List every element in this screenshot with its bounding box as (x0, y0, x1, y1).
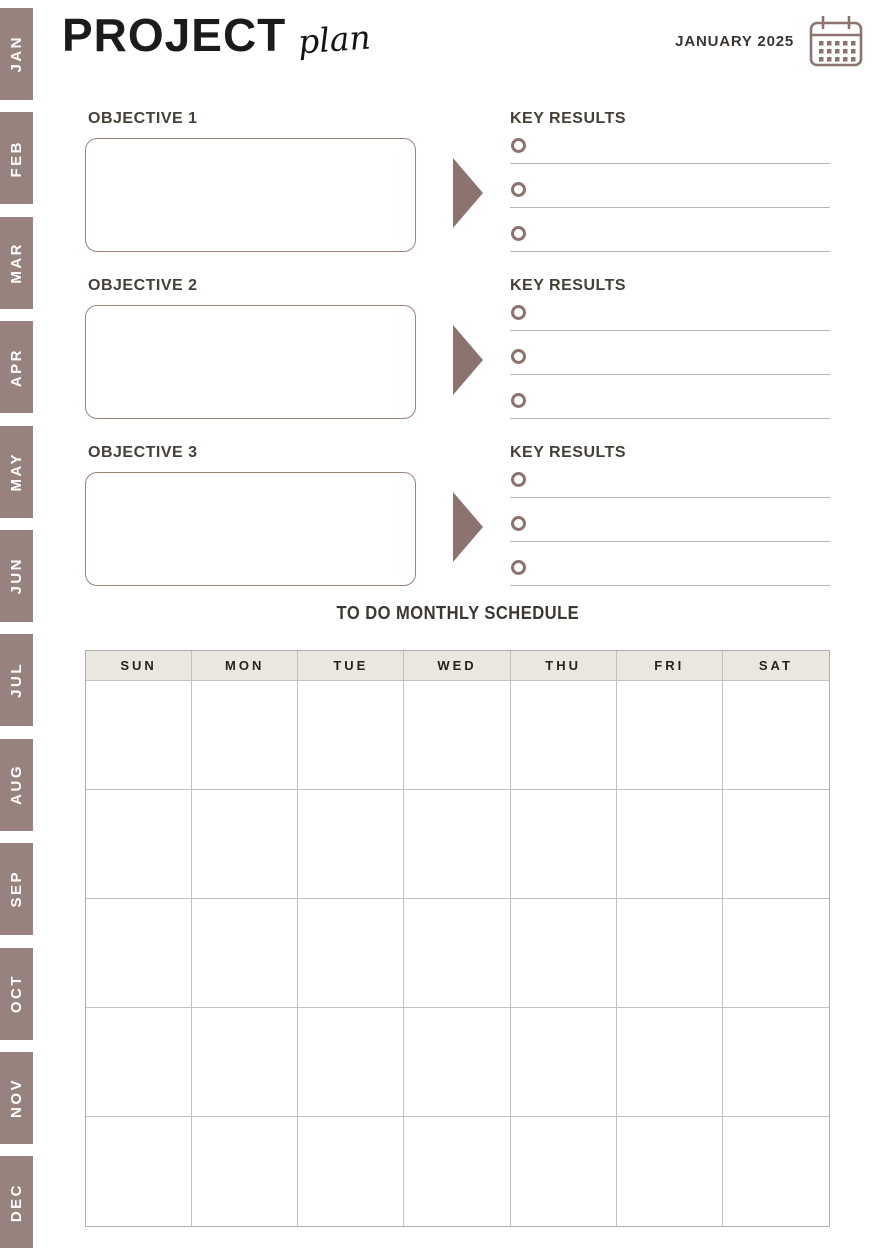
month-tab-jul[interactable] (0, 634, 33, 726)
key-result-input[interactable] (510, 516, 830, 542)
schedule-cell[interactable] (723, 1008, 829, 1116)
date-label: JANUARY 2025 (675, 32, 794, 50)
calendar-icon (808, 14, 864, 68)
key-result-input[interactable] (510, 560, 830, 586)
date-area (675, 14, 864, 68)
schedule-cell[interactable] (617, 1117, 723, 1226)
page-title-main: PROJECT (62, 9, 287, 61)
schedule-cell[interactable] (511, 1008, 617, 1116)
objective-2-input[interactable] (85, 305, 416, 419)
day-header-sat: SAT (758, 658, 793, 673)
day-header-mon: MON (192, 651, 298, 680)
schedule-row (86, 790, 829, 899)
schedule-row (86, 681, 829, 790)
month-tab-mar[interactable] (0, 217, 33, 309)
day-header-sun: SUN (86, 651, 192, 680)
objective-3-label: OBJECTIVE 3 (88, 444, 198, 461)
schedule-cell[interactable] (298, 1117, 404, 1226)
bullet-circle-icon (511, 472, 526, 487)
schedule-body (86, 681, 829, 1226)
schedule-row (86, 899, 829, 1008)
month-tab-label: MAY (8, 451, 25, 492)
key-result-input[interactable] (510, 472, 830, 498)
month-tab-sep[interactable] (0, 843, 33, 935)
key-results-2-label: KEY RESULTS (510, 277, 627, 294)
schedule-cell[interactable] (298, 1008, 404, 1116)
month-tab-label: DEC (8, 1182, 25, 1222)
objective-3-input[interactable] (85, 472, 416, 586)
schedule-cell[interactable] (404, 681, 510, 789)
schedule-cell[interactable] (298, 681, 404, 789)
schedule-cell[interactable] (723, 681, 829, 789)
schedule-cell[interactable] (192, 1117, 298, 1226)
schedule-cell[interactable] (511, 681, 617, 789)
month-tab-dec[interactable] (0, 1156, 33, 1248)
arrow-right-icon (453, 492, 483, 562)
month-tab-apr[interactable] (0, 321, 33, 413)
month-tab-jun[interactable] (0, 530, 33, 622)
key-result-input[interactable] (510, 138, 830, 164)
key-results-1-label: KEY RESULTS (510, 110, 627, 127)
bullet-circle-icon (511, 516, 526, 531)
month-tab-may[interactable] (0, 426, 33, 518)
schedule-row (86, 1117, 829, 1226)
bullet-circle-icon (511, 138, 526, 153)
schedule-cell[interactable] (86, 1008, 192, 1116)
schedule-cell[interactable] (86, 681, 192, 789)
schedule-cell[interactable] (617, 899, 723, 1007)
schedule-cell[interactable] (617, 1008, 723, 1116)
schedule-cell[interactable] (511, 790, 617, 898)
schedule-cell[interactable] (617, 790, 723, 898)
schedule-cell[interactable] (723, 790, 829, 898)
month-tab-label: JUN (8, 557, 25, 595)
schedule-cell[interactable] (617, 681, 723, 789)
day-header-fri: FRI (617, 651, 723, 680)
objective-section-3 (85, 444, 830, 594)
objective-1-label: OBJECTIVE 1 (88, 110, 198, 127)
schedule-cell[interactable] (298, 790, 404, 898)
month-tab-jan[interactable] (0, 8, 33, 100)
key-result-input[interactable] (510, 182, 830, 208)
month-tab-label: JUL (8, 662, 25, 699)
schedule-cell[interactable] (86, 1117, 192, 1226)
schedule-cell[interactable] (192, 681, 298, 789)
schedule-title (85, 603, 830, 624)
bullet-circle-icon (511, 226, 526, 241)
bullet-circle-icon (511, 393, 526, 408)
month-tab-oct[interactable] (0, 948, 33, 1040)
schedule-cell[interactable] (404, 1008, 510, 1116)
key-result-input[interactable] (510, 226, 830, 252)
schedule-cell[interactable] (404, 899, 510, 1007)
schedule-cell[interactable] (86, 899, 192, 1007)
day-header-thu: THU (511, 651, 617, 680)
schedule-cell[interactable] (192, 899, 298, 1007)
schedule-cell[interactable] (404, 1117, 510, 1226)
key-result-input[interactable] (510, 305, 830, 331)
month-tab-feb[interactable] (0, 112, 33, 204)
month-tab-nov[interactable] (0, 1052, 33, 1144)
month-tab-label: APR (8, 347, 25, 387)
schedule-cell[interactable] (511, 899, 617, 1007)
schedule-title-text: TO DO MONTHLY SCHEDULE (336, 603, 579, 623)
month-tab-label: JAN (8, 35, 25, 73)
page-title (62, 8, 371, 62)
page-title-script: plan (296, 17, 373, 62)
schedule-row (86, 1008, 829, 1117)
arrow-right-icon (453, 158, 483, 228)
objective-section-1 (85, 110, 830, 260)
bullet-circle-icon (511, 349, 526, 364)
schedule-table (85, 650, 830, 1227)
month-tab-label: FEB (8, 139, 25, 178)
schedule-cell[interactable] (511, 1117, 617, 1226)
schedule-cell[interactable] (723, 899, 829, 1007)
schedule-cell[interactable] (192, 790, 298, 898)
schedule-cell[interactable] (404, 790, 510, 898)
day-header-wed: WED (404, 651, 510, 680)
objective-1-input[interactable] (85, 138, 416, 252)
schedule-header-row (86, 651, 829, 681)
objective-2-label: OBJECTIVE 2 (88, 277, 198, 294)
key-result-input[interactable] (510, 393, 830, 419)
objective-section-2 (85, 277, 830, 427)
schedule-cell[interactable] (192, 1008, 298, 1116)
month-tab-label: AUG (8, 764, 25, 806)
month-tab-aug[interactable] (0, 739, 33, 831)
day-header-tue: TUE (298, 651, 404, 680)
month-tab-label: OCT (8, 973, 25, 1014)
month-tab-label: SEP (8, 870, 25, 908)
bullet-circle-icon (511, 560, 526, 575)
month-tab-label: NOV (8, 1077, 25, 1118)
bullet-circle-icon (511, 182, 526, 197)
bullet-circle-icon (511, 305, 526, 320)
arrow-right-icon (453, 325, 483, 395)
key-results-3-label: KEY RESULTS (510, 444, 627, 461)
schedule-cell[interactable] (86, 790, 192, 898)
schedule-cell[interactable] (723, 1117, 829, 1226)
month-tab-label: MAR (8, 241, 25, 284)
month-sidebar (0, 8, 33, 1248)
key-result-input[interactable] (510, 349, 830, 375)
schedule-cell[interactable] (298, 899, 404, 1007)
